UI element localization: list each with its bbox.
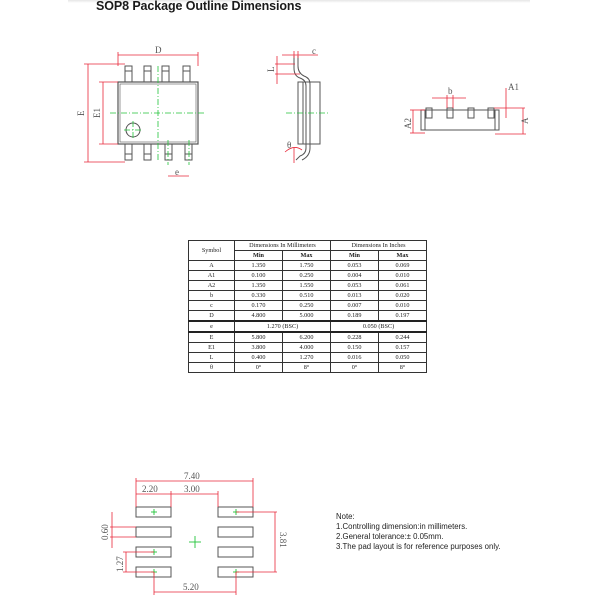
pad-dim-pad-length: 2.20 <box>142 484 158 494</box>
label-e: e <box>175 167 179 177</box>
table-row <box>189 301 427 311</box>
cell-mm-min: 0° <box>235 363 283 373</box>
cell-symbol: A <box>189 261 235 271</box>
cell-in-min: 0.007 <box>331 301 379 311</box>
note-item: 3.The pad layout is for reference purposes only. <box>336 542 501 551</box>
label-L: L <box>266 66 276 72</box>
pad-dim-center: 5.20 <box>183 582 199 592</box>
table-row <box>189 281 427 291</box>
cell-symbol: e <box>189 321 235 332</box>
label-c: c <box>312 46 316 56</box>
label-theta: θ <box>287 140 292 150</box>
cell-in-min: 0.189 <box>331 311 379 322</box>
cell-symbol: θ <box>189 363 235 373</box>
pad-centers <box>151 509 239 575</box>
cell-in-max: 0.010 <box>379 301 427 311</box>
note-item: 2.General tolerance:± 0.05mm. <box>336 532 444 541</box>
cell-in-max: 0.010 <box>379 271 427 281</box>
cell-mm-max: 4.000 <box>283 343 331 353</box>
label-b: b <box>448 86 453 96</box>
cell-symbol: A1 <box>189 271 235 281</box>
table-row <box>189 311 427 322</box>
cell-symbol: E1 <box>189 343 235 353</box>
cell-in-bsc: 0.050 (BSC) <box>331 321 427 332</box>
page-title: SOP8 Package Outline Dimensions <box>96 0 302 13</box>
label-D: D <box>155 45 162 55</box>
cell-symbol: A2 <box>189 281 235 291</box>
header-in-min: Min <box>331 251 379 261</box>
header-in-max: Max <box>379 251 427 261</box>
pad-dim-width: 0.60 <box>100 524 110 540</box>
cell-mm-max: 5.000 <box>283 311 331 322</box>
table-row <box>189 321 427 332</box>
cell-mm-max: 0.250 <box>283 301 331 311</box>
top-view-centerlines <box>110 66 205 165</box>
pad-dim-span: 3.81 <box>278 532 288 548</box>
cell-in-min: 0.016 <box>331 353 379 363</box>
cell-in-max: 0.197 <box>379 311 427 322</box>
pad-dim-pitch: 1.27 <box>115 556 125 572</box>
note-item: 1.Controlling dimension:in millimeters. <box>336 522 468 531</box>
cell-mm-max: 1.550 <box>283 281 331 291</box>
table-row <box>189 343 427 353</box>
cell-symbol: E <box>189 332 235 343</box>
cell-mm-min: 5.800 <box>235 332 283 343</box>
cell-mm-min: 0.170 <box>235 301 283 311</box>
cell-mm-min: 3.800 <box>235 343 283 353</box>
cell-in-min: 0.053 <box>331 261 379 271</box>
cell-mm-min: 0.330 <box>235 291 283 301</box>
label-A: A <box>520 117 530 124</box>
cell-in-max: 0.061 <box>379 281 427 291</box>
header-mm-max: Max <box>283 251 331 261</box>
cell-in-max: 0.069 <box>379 261 427 271</box>
side-view-dimensions <box>275 51 318 163</box>
notes-heading: Note: <box>336 512 355 521</box>
cell-in-max: 8° <box>379 363 427 373</box>
cell-in-min: 0.013 <box>331 291 379 301</box>
header-mm: Dimensions In Millimeters <box>235 241 331 251</box>
cell-mm-max: 0.510 <box>283 291 331 301</box>
table-row <box>189 291 427 301</box>
pad-dim-gap: 3.00 <box>184 484 200 494</box>
cell-mm-max: 1.750 <box>283 261 331 271</box>
header-symbol: Symbol <box>189 241 235 261</box>
cell-mm-max: 1.270 <box>283 353 331 363</box>
cell-mm-min: 1.350 <box>235 281 283 291</box>
cell-mm-min: 0.400 <box>235 353 283 363</box>
table-row <box>189 363 427 373</box>
cell-mm-min: 4.800 <box>235 311 283 322</box>
cell-mm-min: 0.100 <box>235 271 283 281</box>
label-E1: E1 <box>92 108 102 118</box>
cell-in-max: 0.050 <box>379 353 427 363</box>
cell-symbol: L <box>189 353 235 363</box>
notes <box>336 512 501 552</box>
cell-mm-max: 6.200 <box>283 332 331 343</box>
pad-dim-overall: 7.40 <box>184 471 200 481</box>
label-A2: A2 <box>403 118 413 129</box>
label-E: E <box>76 110 86 116</box>
header-mm-min: Min <box>235 251 283 261</box>
cell-mm-min: 1.350 <box>235 261 283 271</box>
cell-symbol: D <box>189 311 235 322</box>
cell-in-min: 0.053 <box>331 281 379 291</box>
cell-in-min: 0.150 <box>331 343 379 353</box>
cell-in-max: 0.157 <box>379 343 427 353</box>
side-view <box>294 56 320 160</box>
cell-in-max: 0.244 <box>379 332 427 343</box>
dimensions-table <box>188 240 427 373</box>
cell-symbol: c <box>189 301 235 311</box>
table-row <box>189 261 427 271</box>
cell-in-min: 0° <box>331 363 379 373</box>
table-row <box>189 353 427 363</box>
cell-in-min: 0.004 <box>331 271 379 281</box>
header-inches: Dimensions In Inches <box>331 241 427 251</box>
cell-in-max: 0.020 <box>379 291 427 301</box>
cell-in-min: 0.228 <box>331 332 379 343</box>
table-row <box>189 332 427 343</box>
table-row <box>189 271 427 281</box>
cell-mm-max: 8° <box>283 363 331 373</box>
cell-symbol: b <box>189 291 235 301</box>
front-view <box>421 108 499 130</box>
label-A1: A1 <box>508 82 519 92</box>
cell-mm-bsc: 1.270 (BSC) <box>235 321 331 332</box>
cell-mm-max: 0.250 <box>283 271 331 281</box>
